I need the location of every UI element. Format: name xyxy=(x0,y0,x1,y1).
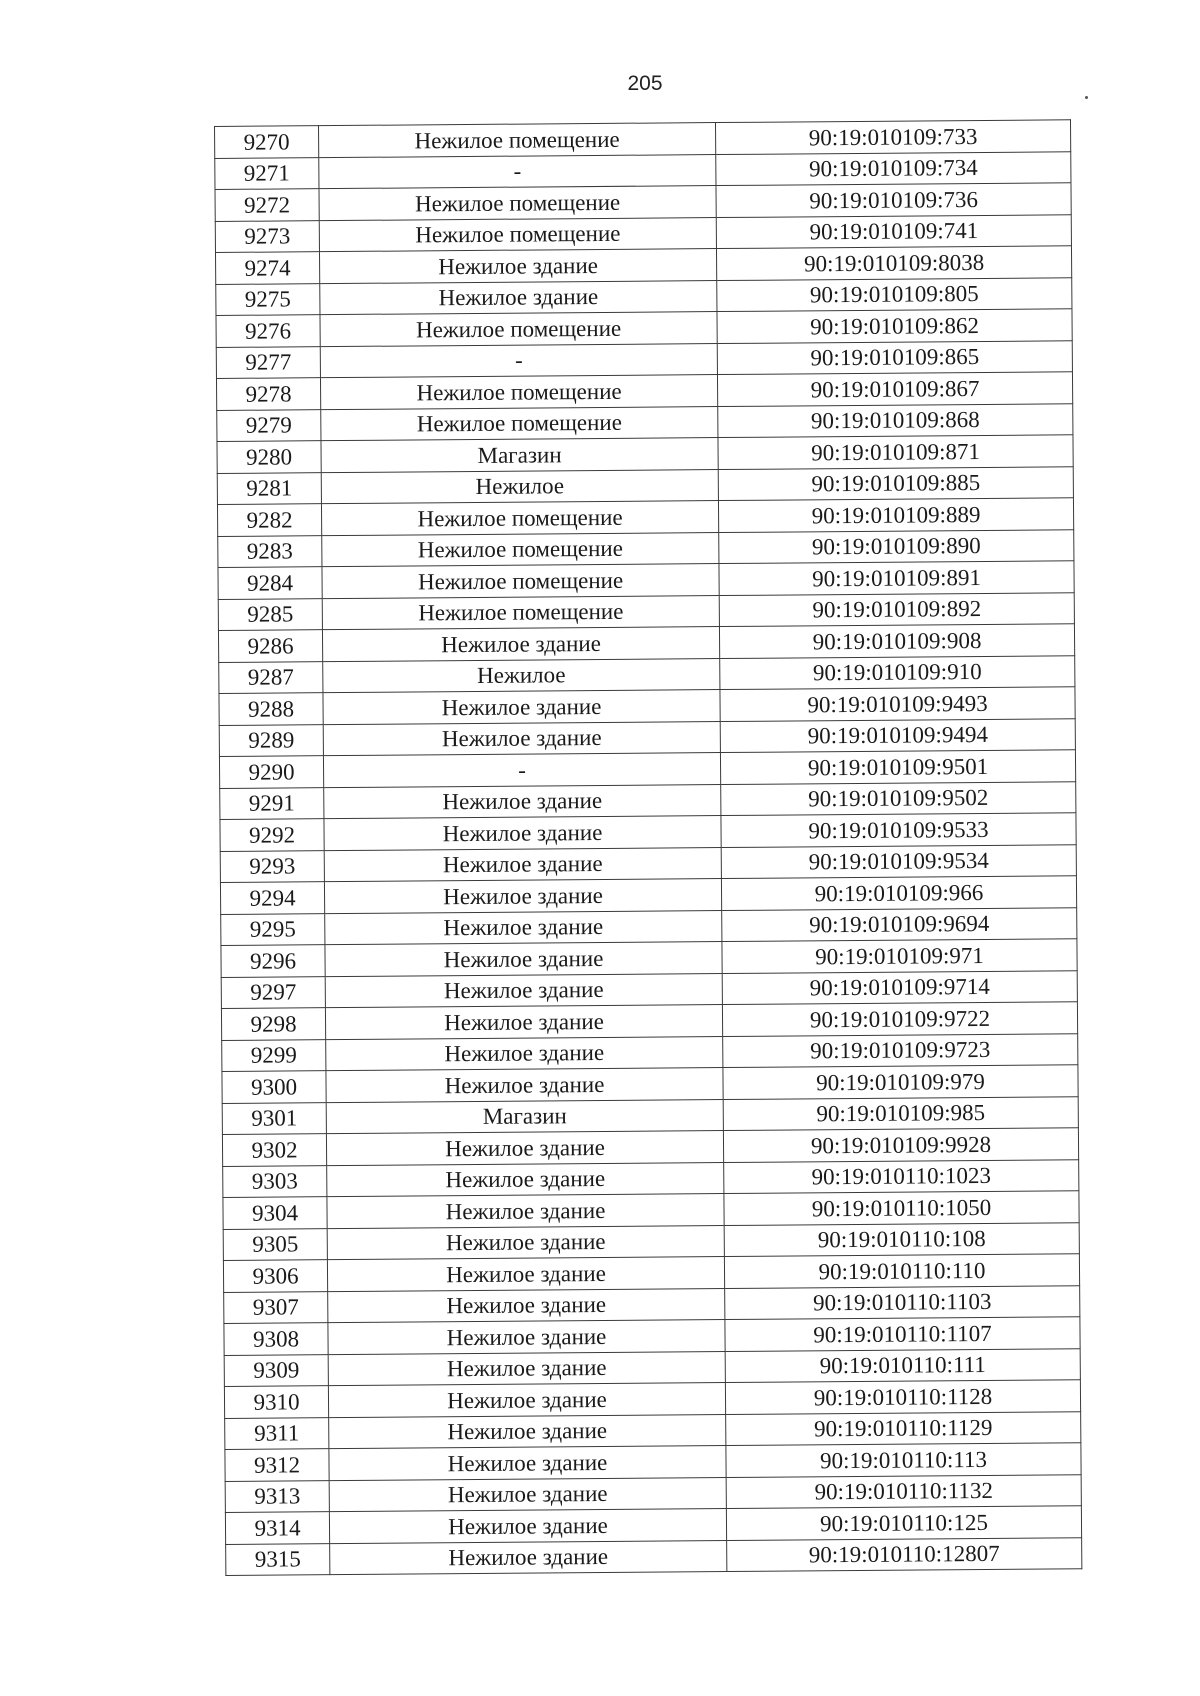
object-type-cell: Нежилое помещение xyxy=(319,186,716,221)
row-number-cell: 9298 xyxy=(221,1008,325,1040)
object-type-cell: Нежилое здание xyxy=(326,1036,723,1071)
cadastral-number-cell: 90:19:010109:9694 xyxy=(722,907,1077,941)
cadastral-number-cell: 90:19:010109:871 xyxy=(718,435,1073,469)
object-type-cell: - xyxy=(319,154,716,189)
cadastral-number-cell: 90:19:010109:865 xyxy=(717,340,1072,374)
row-number-cell: 9288 xyxy=(219,693,323,725)
object-type-cell: Нежилое здание xyxy=(329,1509,726,1544)
object-type-cell: Нежилое здание xyxy=(325,942,722,977)
object-type-cell: Нежилое здание xyxy=(328,1351,725,1386)
cadastral-number-cell: 90:19:010109:910 xyxy=(720,655,1075,689)
cadastral-number-cell: 90:19:010109:889 xyxy=(718,498,1073,532)
row-number-cell: 9305 xyxy=(223,1228,327,1260)
cadastral-number-cell: 90:19:010110:1128 xyxy=(725,1380,1080,1414)
object-type-cell: Нежилое здание xyxy=(324,784,721,819)
cadastral-number-cell: 90:19:010109:8038 xyxy=(716,246,1071,280)
object-type-cell: - xyxy=(323,753,720,788)
object-type-cell: Нежилое помещение xyxy=(320,312,717,347)
row-number-cell: 9301 xyxy=(222,1102,326,1134)
cadastral-number-cell: 90:19:010109:9502 xyxy=(721,781,1076,815)
cadastral-number-cell: 90:19:010109:867 xyxy=(717,372,1072,406)
object-type-cell: Нежилое помещение xyxy=(322,595,719,630)
cadastral-number-cell: 90:19:010110:1132 xyxy=(726,1474,1081,1508)
object-type-cell: Нежилое помещение xyxy=(321,501,718,536)
object-type-cell: Нежилое помещение xyxy=(320,375,717,410)
cadastral-number-cell: 90:19:010110:108 xyxy=(724,1222,1079,1256)
row-number-cell: 9292 xyxy=(220,819,324,851)
row-number-cell: 9276 xyxy=(216,315,320,347)
cadastral-number-cell: 90:19:010109:9723 xyxy=(723,1033,1078,1067)
row-number-cell: 9294 xyxy=(220,882,324,914)
cadastral-number-cell: 90:19:010110:125 xyxy=(726,1506,1081,1540)
row-number-cell: 9286 xyxy=(218,630,322,662)
cadastral-number-cell: 90:19:010109:734 xyxy=(716,151,1071,185)
object-type-cell: Нежилое здание xyxy=(329,1477,726,1512)
row-number-cell: 9299 xyxy=(222,1039,326,1071)
row-number-cell: 9295 xyxy=(221,913,325,945)
cadastral-number-cell: 90:19:010110:113 xyxy=(726,1443,1081,1477)
cadastral-number-cell: 90:19:010110:12807 xyxy=(727,1537,1082,1571)
row-number-cell: 9281 xyxy=(217,472,321,504)
object-type-cell: Нежилое здание xyxy=(328,1320,725,1355)
row-number-cell: 9303 xyxy=(223,1165,327,1197)
row-number-cell: 9271 xyxy=(215,157,319,189)
cadastral-number-cell: 90:19:010110:1107 xyxy=(725,1317,1080,1351)
row-number-cell: 9302 xyxy=(222,1134,326,1166)
cadastral-number-cell: 90:19:010109:736 xyxy=(716,183,1071,217)
cadastral-number-cell: 90:19:010109:9493 xyxy=(720,687,1075,721)
object-type-cell: Магазин xyxy=(326,1099,723,1134)
object-type-cell: Нежилое здание xyxy=(328,1288,725,1323)
cadastral-number-cell: 90:19:010109:9534 xyxy=(721,844,1076,878)
row-number-cell: 9274 xyxy=(215,252,319,284)
cadastral-number-cell: 90:19:010109:979 xyxy=(723,1065,1078,1099)
cadastral-number-cell: 90:19:010109:862 xyxy=(717,309,1072,343)
object-type-cell: Нежилое здание xyxy=(327,1162,724,1197)
cadastral-number-cell: 90:19:010109:891 xyxy=(719,561,1074,595)
object-type-cell: Нежилое здание xyxy=(324,847,721,882)
row-number-cell: 9300 xyxy=(222,1071,326,1103)
row-number-cell: 9293 xyxy=(220,850,324,882)
row-number-cell: 9289 xyxy=(219,724,323,756)
cadastral-number-cell: 90:19:010109:9494 xyxy=(720,718,1075,752)
object-type-cell: Нежилое здание xyxy=(325,973,722,1008)
cadastral-number-cell: 90:19:010109:9533 xyxy=(721,813,1076,847)
row-number-cell: 9309 xyxy=(224,1354,328,1386)
cadastral-number-cell: 90:19:010110:1023 xyxy=(724,1159,1079,1193)
cadastral-number-cell: 90:19:010109:805 xyxy=(717,277,1072,311)
object-type-cell: Нежилое здание xyxy=(320,280,717,315)
object-type-cell: Нежилое помещение xyxy=(322,532,719,567)
object-type-cell: Нежилое xyxy=(323,658,720,693)
cadastral-number-cell: 90:19:010110:110 xyxy=(724,1254,1079,1288)
cadastral-number-cell: 90:19:010110:1103 xyxy=(725,1285,1080,1319)
cadastral-number-cell: 90:19:010109:892 xyxy=(719,592,1074,626)
object-type-cell: Нежилое помещение xyxy=(319,217,716,252)
object-type-cell: Нежилое здание xyxy=(324,879,721,914)
object-type-cell: Нежилое помещение xyxy=(322,564,719,599)
page-number: 205 xyxy=(627,72,663,95)
object-type-cell: Нежилое здание xyxy=(329,1446,726,1481)
row-number-cell: 9279 xyxy=(217,409,321,441)
scan-speck xyxy=(1085,96,1088,99)
row-number-cell: 9287 xyxy=(219,661,323,693)
object-type-cell: Нежилое здание xyxy=(330,1540,727,1575)
cadastral-number-cell: 90:19:010109:985 xyxy=(723,1096,1078,1130)
object-type-cell: - xyxy=(320,343,717,378)
row-number-cell: 9284 xyxy=(218,567,322,599)
cadastral-number-cell: 90:19:010109:971 xyxy=(722,939,1077,973)
object-type-cell: Нежилое здание xyxy=(326,1131,723,1166)
cadastral-number-cell: 90:19:010109:868 xyxy=(718,403,1073,437)
row-number-cell: 9314 xyxy=(225,1512,329,1544)
row-number-cell: 9273 xyxy=(215,220,319,252)
row-number-cell: 9275 xyxy=(216,283,320,315)
cadastral-number-cell: 90:19:010109:966 xyxy=(721,876,1076,910)
cadastral-number-cell: 90:19:010109:890 xyxy=(719,529,1074,563)
row-number-cell: 9285 xyxy=(218,598,322,630)
row-number-cell: 9280 xyxy=(217,441,321,473)
object-type-cell: Нежилое здание xyxy=(327,1194,724,1229)
row-number-cell: 9270 xyxy=(215,126,319,158)
object-type-cell: Нежилое помещение xyxy=(319,123,716,158)
row-number-cell: 9304 xyxy=(223,1197,327,1229)
row-number-cell: 9272 xyxy=(215,189,319,221)
cadastral-number-cell: 90:19:010109:733 xyxy=(715,120,1070,154)
object-type-cell: Нежилое здание xyxy=(329,1414,726,1449)
object-type-cell: Нежилое здание xyxy=(324,816,721,851)
object-type-cell: Нежилое здание xyxy=(325,910,722,945)
cadastral-number-cell: 90:19:010109:908 xyxy=(719,624,1074,658)
object-type-cell: Магазин xyxy=(321,438,718,473)
object-type-cell: Нежилое здание xyxy=(325,1005,722,1040)
row-number-cell: 9278 xyxy=(216,378,320,410)
object-type-cell: Нежилое здание xyxy=(327,1257,724,1292)
row-number-cell: 9290 xyxy=(219,756,323,788)
cadastral-number-cell: 90:19:010109:9501 xyxy=(720,750,1075,784)
row-number-cell: 9277 xyxy=(216,346,320,378)
cadastral-number-cell: 90:19:010110:1129 xyxy=(726,1411,1081,1445)
row-number-cell: 9306 xyxy=(223,1260,327,1292)
cadastral-number-cell: 90:19:010110:111 xyxy=(725,1348,1080,1382)
cadastral-number-cell: 90:19:010109:9928 xyxy=(723,1128,1078,1162)
table-row xyxy=(226,1537,1082,1575)
row-number-cell: 9291 xyxy=(220,787,324,819)
object-type-cell: Нежилое здание xyxy=(323,690,720,725)
registry-table xyxy=(214,119,1082,1576)
row-number-cell: 9312 xyxy=(225,1449,329,1481)
object-type-cell: Нежилое здание xyxy=(322,627,719,662)
cadastral-number-cell: 90:19:010109:885 xyxy=(718,466,1073,500)
row-number-cell: 9313 xyxy=(225,1480,329,1512)
row-number-cell: 9311 xyxy=(225,1417,329,1449)
row-number-cell: 9296 xyxy=(221,945,325,977)
row-number-cell: 9315 xyxy=(226,1543,330,1575)
object-type-cell: Нежилое xyxy=(321,469,718,504)
row-number-cell: 9283 xyxy=(218,535,322,567)
cadastral-number-cell: 90:19:010109:9714 xyxy=(722,970,1077,1004)
object-type-cell: Нежилое здание xyxy=(327,1225,724,1260)
row-number-cell: 9310 xyxy=(224,1386,328,1418)
object-type-cell: Нежилое здание xyxy=(323,721,720,756)
table-body xyxy=(215,120,1082,1576)
cadastral-number-cell: 90:19:010109:741 xyxy=(716,214,1071,248)
object-type-cell: Нежилое здание xyxy=(328,1383,725,1418)
cadastral-number-cell: 90:19:010109:9722 xyxy=(722,1002,1077,1036)
row-number-cell: 9297 xyxy=(221,976,325,1008)
object-type-cell: Нежилое здание xyxy=(326,1068,723,1103)
row-number-cell: 9308 xyxy=(224,1323,328,1355)
object-type-cell: Нежилое помещение xyxy=(321,406,718,441)
row-number-cell: 9307 xyxy=(224,1291,328,1323)
cadastral-number-cell: 90:19:010110:1050 xyxy=(724,1191,1079,1225)
row-number-cell: 9282 xyxy=(217,504,321,536)
object-type-cell: Нежилое здание xyxy=(319,249,716,284)
